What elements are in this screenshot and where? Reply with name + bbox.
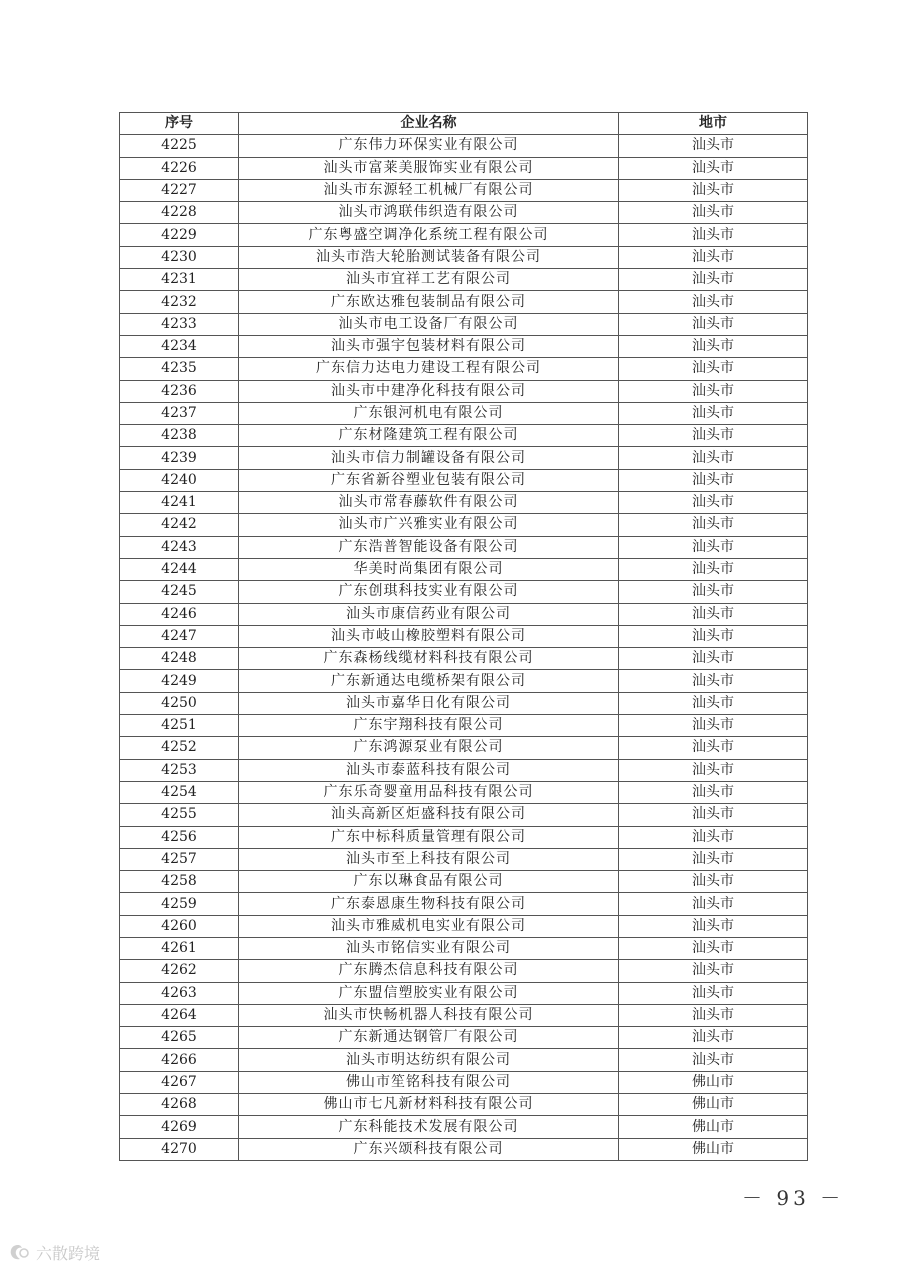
cell-city: 汕头市 (619, 982, 808, 1004)
cell-city: 汕头市 (619, 380, 808, 402)
cell-city: 汕头市 (619, 848, 808, 870)
cell-city: 汕头市 (619, 447, 808, 469)
cell-city: 汕头市 (619, 179, 808, 201)
cell-serial: 4225 (120, 135, 239, 157)
cell-serial: 4256 (120, 826, 239, 848)
cell-serial: 4261 (120, 937, 239, 959)
cell-company-name: 汕头市铭信实业有限公司 (239, 937, 619, 959)
table-row (120, 960, 808, 982)
cell-serial: 4252 (120, 737, 239, 759)
cell-company-name: 汕头市富莱美服饰实业有限公司 (239, 157, 619, 179)
cell-company-name: 汕头市快畅机器人科技有限公司 (239, 1004, 619, 1026)
cell-company-name: 汕头市广兴雅实业有限公司 (239, 514, 619, 536)
cell-serial: 4265 (120, 1027, 239, 1049)
cell-company-name: 汕头市康信药业有限公司 (239, 603, 619, 625)
watermark-text: 六散跨境 (36, 1243, 101, 1263)
table-row (120, 982, 808, 1004)
table-row (120, 157, 808, 179)
cell-serial: 4236 (120, 380, 239, 402)
cell-serial: 4238 (120, 425, 239, 447)
table-row (120, 937, 808, 959)
table-row (120, 224, 808, 246)
cell-city: 汕头市 (619, 335, 808, 357)
cell-serial: 4243 (120, 536, 239, 558)
header-city: 地市 (619, 113, 808, 135)
cell-city: 汕头市 (619, 893, 808, 915)
cell-serial: 4251 (120, 715, 239, 737)
table-row (120, 1004, 808, 1026)
cell-city: 汕头市 (619, 648, 808, 670)
cell-serial: 4233 (120, 313, 239, 335)
table-row (120, 625, 808, 647)
cell-city: 汕头市 (619, 737, 808, 759)
cell-serial: 4263 (120, 982, 239, 1004)
cell-company-name: 汕头市常春藤软件有限公司 (239, 492, 619, 514)
cell-company-name: 广东宇翔科技有限公司 (239, 715, 619, 737)
cell-city: 汕头市 (619, 1027, 808, 1049)
table-row (120, 179, 808, 201)
cell-company-name: 汕头市嘉华日化有限公司 (239, 692, 619, 714)
cell-serial: 4234 (120, 335, 239, 357)
cell-company-name: 汕头市明达纺织有限公司 (239, 1049, 619, 1071)
cell-serial: 4230 (120, 246, 239, 268)
cell-city: 汕头市 (619, 960, 808, 982)
cell-city: 佛山市 (619, 1116, 808, 1138)
cell-city: 汕头市 (619, 514, 808, 536)
table-row (120, 1138, 808, 1160)
cell-city: 汕头市 (619, 1049, 808, 1071)
page-number: － 93 － (742, 1186, 845, 1210)
cell-city: 佛山市 (619, 1071, 808, 1093)
table-row (120, 848, 808, 870)
cell-serial: 4239 (120, 447, 239, 469)
table-row (120, 269, 808, 291)
cell-city: 汕头市 (619, 269, 808, 291)
cell-city: 汕头市 (619, 558, 808, 580)
cell-city: 汕头市 (619, 781, 808, 803)
cell-city: 汕头市 (619, 804, 808, 826)
cell-company-name: 广东欧达雅包装制品有限公司 (239, 291, 619, 313)
cell-company-name: 佛山市笙铭科技有限公司 (239, 1071, 619, 1093)
table-row (120, 313, 808, 335)
cell-serial: 4232 (120, 291, 239, 313)
cell-city: 佛山市 (619, 1138, 808, 1160)
cell-serial: 4270 (120, 1138, 239, 1160)
cell-city: 佛山市 (619, 1094, 808, 1116)
cell-serial: 4259 (120, 893, 239, 915)
cell-city: 汕头市 (619, 469, 808, 491)
enterprise-table (119, 112, 808, 1161)
table-row (120, 648, 808, 670)
cell-serial: 4237 (120, 402, 239, 424)
cell-company-name: 汕头高新区炬盛科技有限公司 (239, 804, 619, 826)
cell-serial: 4228 (120, 202, 239, 224)
cell-city: 汕头市 (619, 492, 808, 514)
cell-company-name: 广东浩普智能设备有限公司 (239, 536, 619, 558)
cell-serial: 4226 (120, 157, 239, 179)
cell-city: 汕头市 (619, 425, 808, 447)
cell-city: 汕头市 (619, 1004, 808, 1026)
table-row (120, 291, 808, 313)
cell-city: 汕头市 (619, 157, 808, 179)
table-row (120, 380, 808, 402)
cell-city: 汕头市 (619, 291, 808, 313)
cell-company-name: 汕头市泰蓝科技有限公司 (239, 759, 619, 781)
cell-serial: 4250 (120, 692, 239, 714)
table-header-row (120, 113, 808, 135)
cell-company-name: 佛山市七凡新材料科技有限公司 (239, 1094, 619, 1116)
cell-city: 汕头市 (619, 224, 808, 246)
table-row (120, 558, 808, 580)
table-row (120, 1094, 808, 1116)
cell-serial: 4247 (120, 625, 239, 647)
table-row (120, 402, 808, 424)
cell-company-name: 汕头市浩大轮胎测试装备有限公司 (239, 246, 619, 268)
cell-company-name: 广东新通达钢管厂有限公司 (239, 1027, 619, 1049)
cell-company-name: 汕头市信力制罐设备有限公司 (239, 447, 619, 469)
table-row (120, 358, 808, 380)
cell-company-name: 广东银河机电有限公司 (239, 402, 619, 424)
table-row (120, 1071, 808, 1093)
table-row (120, 826, 808, 848)
cell-company-name: 广东信力达电力建设工程有限公司 (239, 358, 619, 380)
table-row (120, 781, 808, 803)
cell-city: 汕头市 (619, 358, 808, 380)
cell-company-name: 广东科能技术发展有限公司 (239, 1116, 619, 1138)
table-row (120, 492, 808, 514)
header-company-name: 企业名称 (239, 113, 619, 135)
cell-city: 汕头市 (619, 759, 808, 781)
cell-company-name: 广东鸿源泵业有限公司 (239, 737, 619, 759)
cell-company-name: 汕头市雅威机电实业有限公司 (239, 915, 619, 937)
cell-serial: 4257 (120, 848, 239, 870)
table-row (120, 246, 808, 268)
table-row (120, 603, 808, 625)
cell-city: 汕头市 (619, 402, 808, 424)
cell-company-name: 汕头市强宇包装材料有限公司 (239, 335, 619, 357)
cell-city: 汕头市 (619, 202, 808, 224)
cell-serial: 4266 (120, 1049, 239, 1071)
table-row (120, 425, 808, 447)
cell-serial: 4246 (120, 603, 239, 625)
cell-city: 汕头市 (619, 692, 808, 714)
cell-serial: 4242 (120, 514, 239, 536)
table-body (120, 135, 808, 1161)
cell-company-name: 广东伟力环保实业有限公司 (239, 135, 619, 157)
cell-serial: 4227 (120, 179, 239, 201)
cell-city: 汕头市 (619, 826, 808, 848)
cell-city: 汕头市 (619, 625, 808, 647)
table-row (120, 536, 808, 558)
cell-city: 汕头市 (619, 135, 808, 157)
cell-company-name: 广东以琳食品有限公司 (239, 871, 619, 893)
cell-company-name: 汕头市至上科技有限公司 (239, 848, 619, 870)
table-row (120, 692, 808, 714)
cell-company-name: 广东泰恩康生物科技有限公司 (239, 893, 619, 915)
cell-serial: 4253 (120, 759, 239, 781)
cell-city: 汕头市 (619, 246, 808, 268)
cell-company-name: 广东中标科质量管理有限公司 (239, 826, 619, 848)
cell-company-name: 汕头市岐山橡胶塑料有限公司 (239, 625, 619, 647)
cell-serial: 4229 (120, 224, 239, 246)
table-row (120, 202, 808, 224)
cell-serial: 4269 (120, 1116, 239, 1138)
cell-city: 汕头市 (619, 670, 808, 692)
table-row (120, 1049, 808, 1071)
table-row (120, 581, 808, 603)
cell-serial: 4255 (120, 804, 239, 826)
table-row (120, 737, 808, 759)
cell-serial: 4235 (120, 358, 239, 380)
cell-serial: 4258 (120, 871, 239, 893)
brand-logo-icon (8, 1242, 30, 1262)
cell-company-name: 汕头市鸿联伟织造有限公司 (239, 202, 619, 224)
cell-company-name: 广东乐奇婴童用品科技有限公司 (239, 781, 619, 803)
table-row (120, 759, 808, 781)
cell-company-name: 汕头市东源轻工机械厂有限公司 (239, 179, 619, 201)
cell-serial: 4262 (120, 960, 239, 982)
cell-serial: 4245 (120, 581, 239, 603)
table-row (120, 1027, 808, 1049)
table-row (120, 335, 808, 357)
cell-serial: 4268 (120, 1094, 239, 1116)
cell-city: 汕头市 (619, 313, 808, 335)
cell-company-name: 广东材隆建筑工程有限公司 (239, 425, 619, 447)
table-row (120, 447, 808, 469)
cell-company-name: 汕头市中建净化科技有限公司 (239, 380, 619, 402)
table-row (120, 871, 808, 893)
cell-company-name: 广东兴颂科技有限公司 (239, 1138, 619, 1160)
header-serial: 序号 (120, 113, 239, 135)
cell-serial: 4231 (120, 269, 239, 291)
cell-city: 汕头市 (619, 536, 808, 558)
table-row (120, 469, 808, 491)
cell-company-name: 广东森杨线缆材料科技有限公司 (239, 648, 619, 670)
cell-serial: 4244 (120, 558, 239, 580)
cell-serial: 4248 (120, 648, 239, 670)
watermark (8, 1240, 100, 1264)
cell-company-name: 汕头市宜祥工艺有限公司 (239, 269, 619, 291)
cell-company-name: 广东创琪科技实业有限公司 (239, 581, 619, 603)
table-row (120, 1116, 808, 1138)
table-row (120, 514, 808, 536)
cell-city: 汕头市 (619, 871, 808, 893)
cell-serial: 4267 (120, 1071, 239, 1093)
cell-company-name: 广东新通达电缆桥架有限公司 (239, 670, 619, 692)
table-row (120, 135, 808, 157)
cell-serial: 4240 (120, 469, 239, 491)
cell-serial: 4249 (120, 670, 239, 692)
cell-city: 汕头市 (619, 937, 808, 959)
cell-city: 汕头市 (619, 715, 808, 737)
cell-serial: 4254 (120, 781, 239, 803)
cell-serial: 4260 (120, 915, 239, 937)
cell-company-name: 广东腾杰信息科技有限公司 (239, 960, 619, 982)
cell-company-name: 广东省新谷塑业包装有限公司 (239, 469, 619, 491)
cell-company-name: 广东粤盛空调净化系统工程有限公司 (239, 224, 619, 246)
cell-company-name: 汕头市电工设备厂有限公司 (239, 313, 619, 335)
cell-serial: 4241 (120, 492, 239, 514)
table-row (120, 804, 808, 826)
cell-city: 汕头市 (619, 581, 808, 603)
cell-company-name: 华美时尚集团有限公司 (239, 558, 619, 580)
table-row (120, 915, 808, 937)
cell-city: 汕头市 (619, 915, 808, 937)
cell-serial: 4264 (120, 1004, 239, 1026)
cell-city: 汕头市 (619, 603, 808, 625)
table-row (120, 715, 808, 737)
table-row (120, 893, 808, 915)
table-row (120, 670, 808, 692)
cell-company-name: 广东盟信塑胶实业有限公司 (239, 982, 619, 1004)
